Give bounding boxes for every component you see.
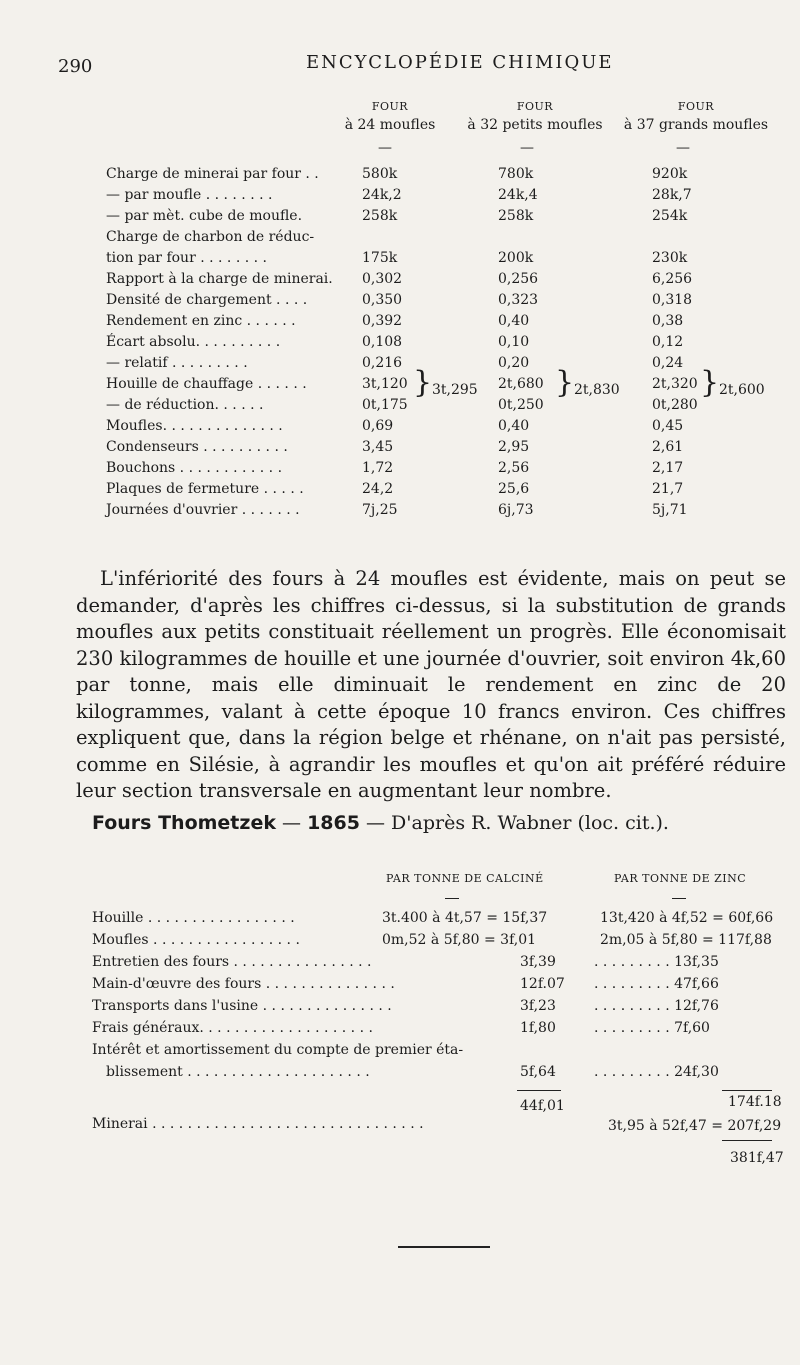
table2-col-zinc: PAR TONNE DE ZINC [614, 872, 747, 885]
table1-row-label: Moufles. . . . . . . . . . . . . . [106, 418, 283, 434]
divider [672, 898, 686, 899]
coal-total-col1: 3t,295 [432, 382, 478, 398]
section-title: Fours Thometzek [92, 812, 276, 834]
table1-row-label: Rendement en zinc . . . . . . [106, 313, 296, 329]
divider [445, 898, 459, 899]
table1-cell: 258k [498, 208, 534, 224]
table1-cell: 2t,320 [652, 376, 698, 392]
table1-row-label: — par mèt. cube de moufle. [106, 208, 303, 224]
table2-zinc-cell: . . . . . . . . . 12f,76 [594, 998, 719, 1014]
minerai-label: Minerai . . . . . . . . . . . . . . . . . . . . . . . . . . . . . . . [92, 1116, 424, 1132]
table2-row-label: Moufles . . . . . . . . . . . . . . . . . [92, 932, 300, 948]
table1-row-label: Plaques de fermeture . . . . . [106, 481, 304, 497]
brace-icon: } [413, 365, 433, 400]
table2-calcine-cell: 0m,52 à 5f,80 = 3f,01 [382, 932, 537, 948]
table1-cell: 24,2 [362, 481, 394, 497]
table2-calcine-cell: 3f,39 [520, 954, 556, 970]
section-year: 1865 [307, 812, 360, 834]
col1-line1: FOUR [371, 100, 409, 113]
table1-cell: 175k [362, 250, 398, 266]
table1-row-label: Condenseurs . . . . . . . . . . [106, 439, 288, 455]
table1-cell: 2,56 [498, 460, 530, 476]
table2-calcine-cell: 3t.400 à 4t,57 = 15f,37 [382, 910, 548, 926]
coal-total-col3: 2t,600 [719, 382, 765, 398]
table1-cell: 258k [362, 208, 398, 224]
table1-cell: 0,302 [362, 271, 403, 287]
table1-cell: 0t,250 [498, 397, 544, 413]
table2-row-label: Frais généraux. . . . . . . . . . . . . . . . . . . . [92, 1020, 373, 1036]
table1-cell: 7j,25 [362, 502, 398, 518]
col1-line2: à 24 moufles [344, 117, 436, 133]
table1-cell: 0,350 [362, 292, 403, 308]
table1-cell: 1,72 [362, 460, 394, 476]
table2-calcine-cell: 5f,64 [520, 1064, 556, 1080]
subtotal-zinc: 174f.18 [728, 1094, 782, 1110]
table1-row-label: Charge de minerai par four . . [106, 166, 319, 182]
col2-line1: FOUR [516, 100, 554, 113]
table1-cell: 2t,680 [498, 376, 544, 392]
table1-cell: 0,318 [652, 292, 693, 308]
table1-cell: 580k [362, 166, 398, 182]
table1-cell: 3,45 [362, 439, 394, 455]
table1-row-label: Houille de chauffage . . . . . . [106, 376, 307, 392]
table1-cell: 0,392 [362, 313, 403, 329]
table1-cell: 0t,280 [652, 397, 698, 413]
table1-row-label: — de réduction. . . . . . [106, 397, 264, 413]
table2-zinc-cell: . . . . . . . . . 7f,60 [594, 1020, 710, 1036]
table1-cell: 3t,120 [362, 376, 408, 392]
table1-cell: 21,7 [652, 481, 684, 497]
table2-calcine-cell: 1f,80 [520, 1020, 556, 1036]
table1-cell: 25,6 [498, 481, 530, 497]
table1-cell: 780k [498, 166, 534, 182]
table1-cell: 6,256 [652, 271, 693, 287]
subtotal-rule-zinc [722, 1090, 772, 1091]
table1-row-label: Bouchons . . . . . . . . . . . . [106, 460, 283, 476]
table1-cell: 0,69 [362, 418, 394, 434]
table2-row-label: Main-d'œuvre des fours . . . . . . . . . . . . . . . [92, 976, 395, 992]
table1-cell: 0,20 [498, 355, 530, 371]
table2-calcine-cell: 3f,23 [520, 998, 556, 1014]
table2-zinc-cell: 2m,05 à 5f,80 = 117f,88 [600, 932, 772, 948]
running-title: ENCYCLOPÉDIE CHIMIQUE [306, 52, 614, 73]
table1-row-label: Journées d'ouvrier . . . . . . . [106, 502, 300, 518]
table1-cell: 0,323 [498, 292, 539, 308]
total-zinc: 381f,47 [730, 1150, 784, 1166]
table1-cell: 0,45 [652, 418, 684, 434]
table1-cell: 0,108 [362, 334, 403, 350]
table2-row-label: Houille . . . . . . . . . . . . . . . . . [92, 910, 295, 926]
table1-row-label: tion par four . . . . . . . . [106, 250, 267, 266]
col3-line2: à 37 grands moufles [623, 117, 769, 133]
bottom-rule [398, 1246, 490, 1248]
total-rule [722, 1140, 772, 1141]
table2-row-label: Intérêt et amortissement du compte de premier éta- [92, 1042, 464, 1058]
table1-cell: 230k [652, 250, 688, 266]
table1-cell: 24k,2 [362, 187, 402, 203]
table2-row-label: Entretien des fours . . . . . . . . . . . . . . . . [92, 954, 372, 970]
col3-dash: — [676, 140, 690, 156]
table1-row-label: Écart absolu. . . . . . . . . . [106, 334, 281, 350]
table1-row-label: — par moufle . . . . . . . . [106, 187, 273, 203]
table1-cell: 0,256 [498, 271, 539, 287]
table1-cell: 254k [652, 208, 688, 224]
table1-cell: 6j,73 [498, 502, 534, 518]
table1-cell: 0,40 [498, 418, 530, 434]
brace-icon: } [555, 365, 575, 400]
table1-cell: 2,61 [652, 439, 684, 455]
paragraph-text: L'infériorité des fours à 24 moufles est évidente, mais on peut se demander, d'après les chiffres ci-dessus, si la substitution de grands moufles aux petits constituait réellement un progrès. Elle économisait 230 kilogrammes de houille et une journée d'ouvrier, soit environ 4k,60 par tonne, mais elle diminuait le rendement en zinc de 20 kilogrammes, valant à cette époque 10 francs environ. Ces chiffres expliquent que, dans la région belge et rhénane, on n'ait pas persisté, comme en Silésie, à agrandir les moufles et qu'on ait préféré réduire leur section transversale en augmentant leur nombre. [76, 567, 786, 802]
table2-zinc-cell: . . . . . . . . . 13f,35 [594, 954, 719, 970]
section-heading: Fours Thometzek — 1865 — D'après R. Wabner (loc. cit.). [92, 812, 669, 834]
table1-row-label: — relatif . . . . . . . . . [106, 355, 248, 371]
table1-cell: 0,38 [652, 313, 684, 329]
table1-cell: 0,40 [498, 313, 530, 329]
section-source: — D'après R. Wabner (loc. cit.). [366, 812, 669, 834]
col2-line2: à 32 petits moufles [467, 117, 603, 133]
table1-cell: 0,12 [652, 334, 684, 350]
table1-col2-header [460, 98, 610, 134]
table1-cell: 28k,7 [652, 187, 692, 203]
table2-col-calcine: PAR TONNE DE CALCINÉ [386, 872, 544, 885]
table2-zinc-cell: . . . . . . . . . 24f,30 [594, 1064, 719, 1080]
col3-line1: FOUR [677, 100, 715, 113]
table1-row-label: Densité de chargement . . . . [106, 292, 308, 308]
table1-cell: 5j,71 [652, 502, 688, 518]
table1-cell: 0,10 [498, 334, 530, 350]
table1-cell: 2,95 [498, 439, 530, 455]
table1-row-label: Rapport à la charge de minerai. [106, 271, 333, 287]
table1-cell: 0t,175 [362, 397, 408, 413]
table2-row-label: Transports dans l'usine . . . . . . . . . . . . . . . [92, 998, 392, 1014]
table1-col3-header [612, 98, 780, 134]
table2-zinc-cell: . . . . . . . . . 47f,66 [594, 976, 719, 992]
table1-cell: 0,24 [652, 355, 684, 371]
body-paragraph [76, 566, 786, 805]
table1-cell: 200k [498, 250, 534, 266]
table1-cell: 0,216 [362, 355, 403, 371]
subtotal-calcine: 44f,01 [520, 1098, 565, 1114]
table1-cell: 920k [652, 166, 688, 182]
table2-calcine-cell: 12f.07 [520, 976, 565, 992]
subtotal-rule-calcine [517, 1090, 561, 1091]
table2-zinc-cell: 13t,420 à 4f,52 = 60f,66 [600, 910, 774, 926]
table1-row-label: Charge de charbon de réduc- [106, 229, 315, 245]
table1-cell: 2,17 [652, 460, 684, 476]
coal-total-col2: 2t,830 [574, 382, 620, 398]
col1-dash: — [378, 140, 392, 156]
col2-dash: — [520, 140, 534, 156]
minerai-zinc: 3t,95 à 52f,47 = 207f,29 [608, 1118, 782, 1134]
table1-cell: 24k,4 [498, 187, 538, 203]
table1-col1-header [330, 98, 450, 134]
table2-row-label: blissement . . . . . . . . . . . . . . . . . . . . . [106, 1064, 370, 1080]
brace-icon: } [700, 365, 720, 400]
page-number: 290 [58, 56, 93, 77]
